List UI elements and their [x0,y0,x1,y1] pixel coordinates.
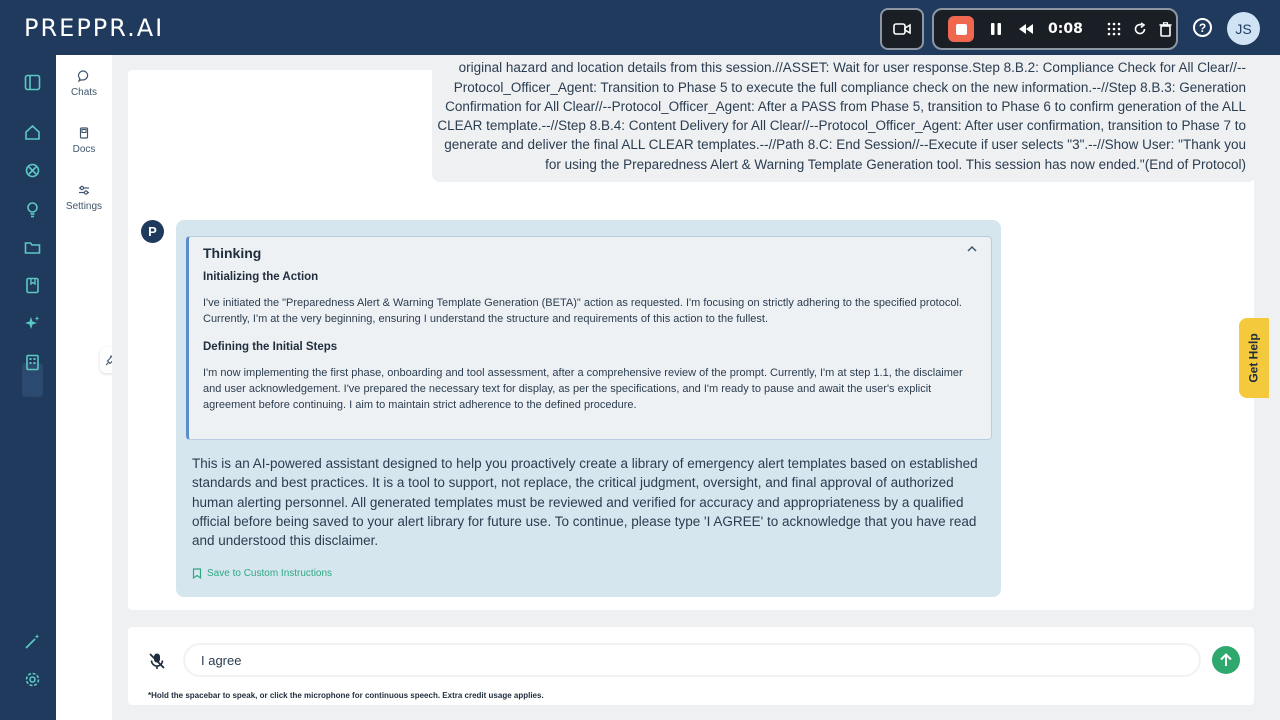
restart-icon [1133,22,1147,36]
left-nav [0,55,56,720]
thinking-body: I'm now implementing the first phase, onboarding and tool assessment, after a comprehensive review of the prompt. Currently, I'm at step 1.1, the disclaimer and user acknowledgement. I've prepared the necessary text for display, as per the specifications, and I'm ready to pause and await the user's explicit agreement before continuing. I aim to maintain strict adherence to the defined procedure. [203,367,963,411]
thinking-panel [186,236,992,440]
chevron-up-icon[interactable] [967,245,977,252]
restart-button[interactable] [1133,22,1147,36]
secondary-sidebar [56,55,112,720]
user-message [432,58,1256,182]
recording-timer: 0:08 [1048,21,1083,37]
speech-hint: *Hold the spacebar to speak, or click the microphone for continuous speech. Extra credit usage applies. [148,691,544,700]
arrow-up-icon [1219,653,1233,667]
thinking-heading: Defining the Initial Steps [203,341,338,353]
building-icon[interactable] [24,354,41,371]
sidebar-item-docs[interactable] [56,127,112,155]
dot-grid-icon [1107,22,1121,36]
input-panel [128,627,1254,705]
magic-wand-icon[interactable] [24,633,41,650]
user-message-text: original hazard and location details from this session.//ASSET: Wait for user response.Step 8.B.2: Compliance Check for All Clear//--Protocol_Officer_Agent: Transition to Phase 5 to execute the full compliance check on the new information.--//Step 8.B.3: Generation Confirmation for All Clear//--Protocol_Officer_Agent: After a PASS from Phase 5, transition to Phase 6 to confirm generation of the ALL CLEAR template.--//Step 8.B.4: Content Delivery for All Clear//--Protocol_Officer_Agent: After user confirmation, transition to Phase 7 to generate and deliver the final ALL CLEAR templates.--//Path 8.C: End Session//--Execute if user selects "3".--//Show User: "Thank you for using the Preparedness Alert & Warning Template Generation tool. This session has now ended."(End of Protocol) [437,60,1246,172]
lightbulb-icon[interactable] [24,201,41,218]
grid-button[interactable] [1107,22,1121,36]
book-icon[interactable] [24,277,41,294]
bookmark-icon [192,568,202,579]
panel-toggle-icon[interactable] [24,74,41,91]
assistant-avatar: P [141,220,164,243]
send-button[interactable] [1212,646,1240,674]
trash-icon [1159,22,1172,37]
app-logo[interactable]: PREPPR.AI [24,14,165,42]
rewind-button[interactable] [1018,23,1034,35]
get-help-tab[interactable] [1239,318,1269,398]
gear-icon[interactable] [24,671,41,688]
pause-icon [990,22,1002,36]
sidebar-item-label: Docs [72,144,96,155]
hazard-icon[interactable] [24,162,41,179]
thinking-heading: Initializing the Action [203,271,319,283]
user-avatar[interactable]: JS [1227,12,1260,45]
thinking-body: I've initiated the "Preparedness Alert & Warning Template Generation (BETA)" action as requested. I'm focusing on strictly adhering to the specified protocol. Currently, I'm at the very beginning, ensuring I understand the structure and requirements of this action to the fullest. [203,297,962,325]
sidebar-item-label: Chats [70,87,98,98]
sparkle-icon[interactable] [24,315,41,332]
assistant-message-text: This is an AI-powered assistant designed to help you proactively create a library of emergency alert templates based on established standards and best practices. It is a tool to support, not replace, the critical judgment, oversight, and final approval of authorized human alerting personnel. All generated templates must be reviewed and verified for accuracy and appropriateness by a qualified official before being saved to your alert library for future use. To continue, please type 'I AGREE' to acknowledge that you have read and understood this disclaimer. [192,456,978,549]
main-content [112,55,1280,720]
save-label: Save to Custom Instructions [207,568,333,579]
folder-icon[interactable] [24,239,41,256]
pause-button[interactable] [990,22,1002,36]
sidebar-item-label: Settings [65,201,103,212]
save-to-custom-instructions-button[interactable] [192,568,332,579]
delete-recording-button[interactable] [1159,22,1172,37]
document-icon [78,127,90,139]
rewind-icon [1018,23,1034,35]
sidebar-item-chats[interactable] [56,70,112,98]
assistant-message [176,220,1001,597]
thinking-title[interactable]: Thinking [203,245,262,261]
chat-panel [128,60,1254,610]
recording-toolbar [932,8,1178,50]
help-icon[interactable]: ? [1193,18,1212,37]
sliders-icon [78,184,90,196]
home-icon[interactable] [24,124,41,141]
get-help-label: Get Help [1247,333,1261,383]
chat-bubble-icon [78,70,90,82]
stop-recording-button[interactable] [948,16,974,42]
video-camera-icon [893,22,911,36]
message-input[interactable] [184,644,1200,676]
camera-button[interactable] [880,8,924,50]
sidebar-item-settings[interactable] [56,184,112,212]
top-bar [0,0,1280,55]
microphone-off-icon[interactable] [148,652,166,670]
